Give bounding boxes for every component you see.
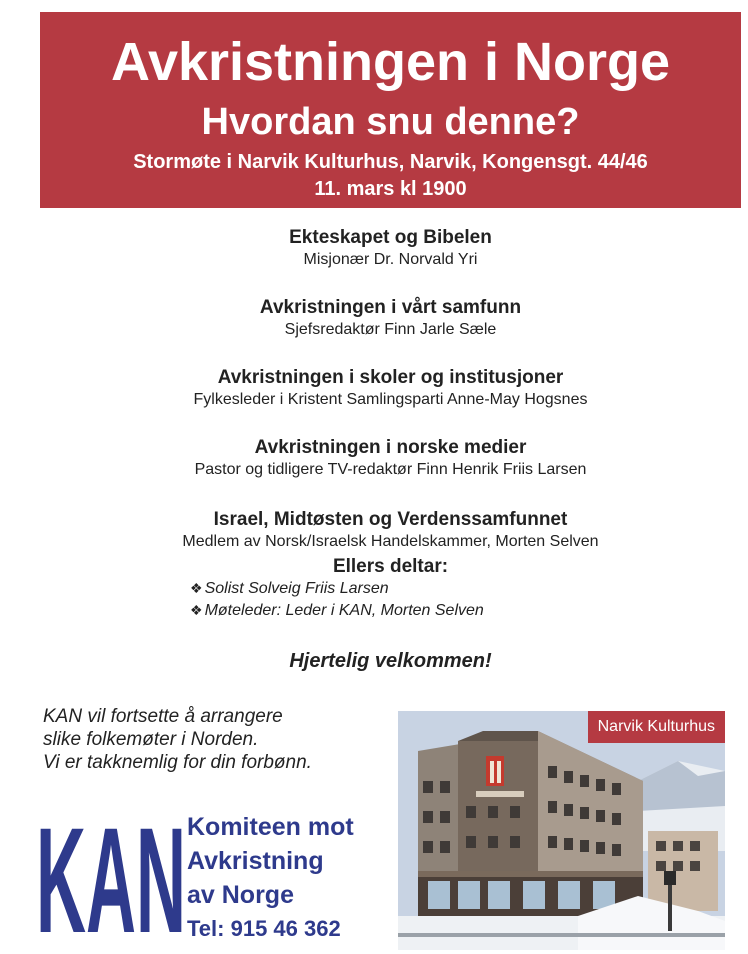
program-item-speaker: Pastor og tidligere TV-redaktør Finn Henrik Friis Larsen — [194, 461, 587, 478]
kan-message-line: slike folkemøter i Norden. — [43, 729, 259, 750]
kan-phone: Tel: 915 46 362 — [187, 916, 341, 941]
kan-message — [43, 705, 312, 774]
subtitle: Hvordan snu denne? — [201, 101, 580, 143]
also-item-text: Møteleder: Leder i KAN, Morten Selven — [204, 602, 484, 619]
also-item — [190, 602, 484, 620]
kan-message-line: Vi er takknemlig for din forbønn. — [43, 752, 312, 773]
program-item — [40, 508, 741, 552]
kan-name-line: Komiteen mot — [187, 813, 354, 841]
program-item-speaker: Sjefsredaktør Finn Jarle Sæle — [284, 321, 497, 338]
program-item — [40, 366, 741, 410]
program-item-speaker: Fylkesleder i Kristent Samlingsparti Anne-May Hogsnes — [193, 391, 588, 408]
diamond-bullet-icon: ❖ — [190, 602, 203, 618]
program-item-title: Avkristningen i vårt samfunn — [259, 297, 522, 318]
program-item-title: Avkristningen i norske medier — [254, 437, 527, 458]
date-line: 11. mars kl 1900 — [314, 178, 467, 200]
also-item-text: Solist Solveig Friis Larsen — [204, 580, 389, 597]
kan-message-line: KAN vil fortsette å arrangere — [43, 706, 283, 727]
kulturhus-photo — [398, 711, 725, 950]
program-item-title: Israel, Midtøsten og Verdenssamfunnet — [213, 509, 568, 530]
kan-name-line: av Norge — [187, 881, 294, 909]
program-item — [40, 226, 741, 270]
kan-name-line: Avkristning — [187, 847, 324, 875]
main-title: Avkristningen i Norge — [110, 32, 671, 92]
program-item — [40, 436, 741, 480]
also-item — [190, 580, 389, 598]
venue-line: Stormøte i Narvik Kulturhus, Narvik, Kongensgt. 44/46 — [133, 151, 648, 173]
kan-organization-info — [187, 810, 354, 946]
kan-logo-mark — [36, 810, 186, 938]
kan-logo-text: KAN — [36, 810, 186, 938]
title-banner — [40, 12, 741, 208]
building-illustration — [398, 711, 725, 950]
also-participating-heading: Ellers deltar: — [332, 556, 449, 577]
program-item-title: Ekteskapet og Bibelen — [289, 227, 492, 248]
welcome-text: Hjertelig velkommen! — [289, 650, 492, 672]
photo-caption-label: Narvik Kulturhus — [588, 711, 725, 743]
diamond-bullet-icon: ❖ — [190, 580, 203, 596]
program-item-speaker: Misjonær Dr. Norvald Yri — [303, 251, 478, 268]
program-item-speaker: Medlem av Norsk/Israelsk Handelskammer, Morten Selven — [182, 533, 599, 550]
program-item — [40, 296, 741, 340]
kan-logo — [36, 810, 186, 938]
program-item-title: Avkristningen i skoler og institusjoner — [217, 367, 564, 388]
